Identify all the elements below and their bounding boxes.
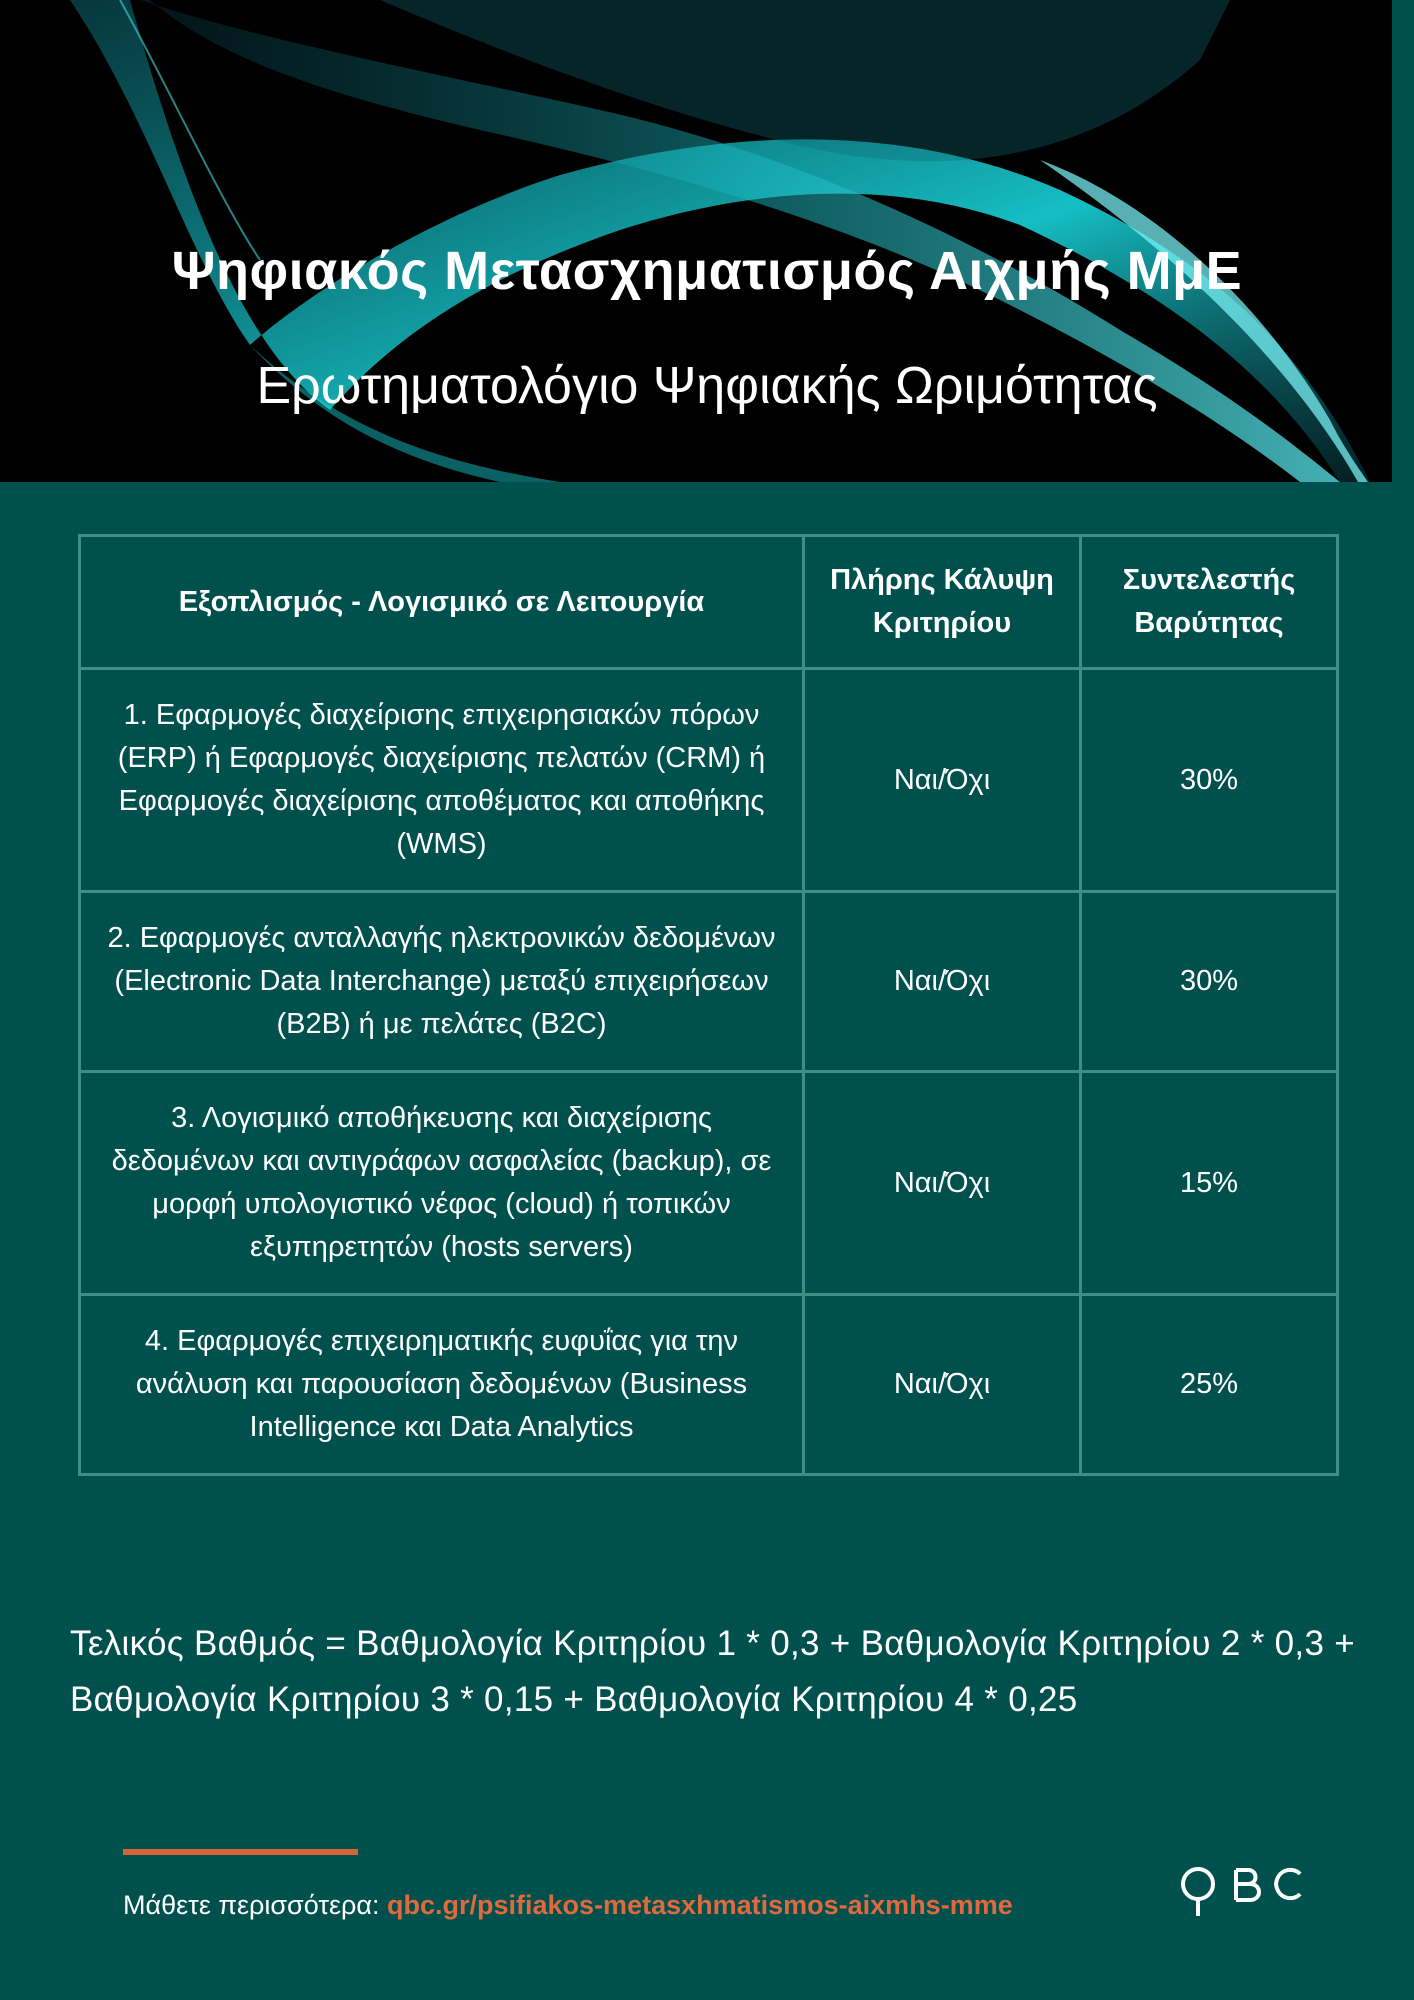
qbc-logo-icon [1178, 1864, 1304, 1918]
coverage-cell: Ναι/Όχι [804, 1072, 1081, 1295]
weight-cell: 15% [1081, 1072, 1338, 1295]
table-header-row [80, 536, 1338, 669]
table-row [80, 1295, 1338, 1475]
table-row [80, 892, 1338, 1072]
weight-cell: 25% [1081, 1295, 1338, 1475]
header-equipment-software: Εξοπλισμός - Λογισμικό σε Λειτουργία [80, 536, 804, 669]
coverage-cell: Ναι/Όχι [804, 892, 1081, 1072]
criterion-cell: 2. Εφαρμογές ανταλλαγής ηλεκτρονικών δεδομένων (Electronic Data Interchange) μεταξύ επιχειρήσεων (B2B) ή με πελάτες (B2C) [80, 892, 804, 1072]
criterion-cell: 4. Εφαρμογές επιχειρηματικής ευφυΐας για την ανάλυση και παρουσίαση δεδομένων (Business Intelligence και Data Analytics [80, 1295, 804, 1475]
table-row [80, 669, 1338, 892]
learn-more-line [123, 1890, 1013, 1921]
criterion-cell: 1. Εφαρμογές διαχείρισης επιχειρησιακών πόρων (ERP) ή Εφαρμογές διαχείρισης πελατών (CRM) ή Εφαρμογές διαχείρισης αποθέματος και αποθήκης (WMS) [80, 669, 804, 892]
accent-divider [123, 1849, 358, 1855]
header-full-coverage: Πλήρης Κάλυψη Κριτηρίου [804, 536, 1081, 669]
weight-cell: 30% [1081, 892, 1338, 1072]
final-score-formula: Τελικός Βαθμός = Βαθμολογία Κριτηρίου 1 * 0,3 + Βαθμολογία Κριτηρίου 2 * 0,3 + Βαθμολογία Κριτηρίου 3 * 0,15 + Βαθμολογία Κριτηρίου 4 * 0,25 [70, 1624, 1355, 1719]
table-row [80, 1072, 1338, 1295]
coverage-cell: Ναι/Όχι [804, 1295, 1081, 1475]
page-subtitle: Ερωτηματολόγιο Ψηφιακής Ωριμότητας [256, 357, 1158, 415]
weight-cell: 30% [1081, 669, 1338, 892]
learn-more-link[interactable]: qbc.gr/psifiakos-metasxhmatismos-aixmhs-mme [387, 1890, 1013, 1920]
criteria-table [78, 534, 1339, 1476]
criterion-cell: 3. Λογισμικό αποθήκευσης και διαχείρισης δεδομένων και αντιγράφων ασφαλείας (backup), σε μορφή υπολογιστικό νέφος (cloud) ή τοπικών εξυπηρετητών (hosts servers) [80, 1072, 804, 1295]
page-title: Ψηφιακός Μετασχηματισμός Αιχμής ΜμΕ [171, 241, 1243, 301]
coverage-cell: Ναι/Όχι [804, 669, 1081, 892]
learn-more-label: Μάθετε περισσότερα: [123, 1890, 388, 1920]
header-weight-factor: Συντελεστής Βαρύτητας [1081, 536, 1338, 669]
